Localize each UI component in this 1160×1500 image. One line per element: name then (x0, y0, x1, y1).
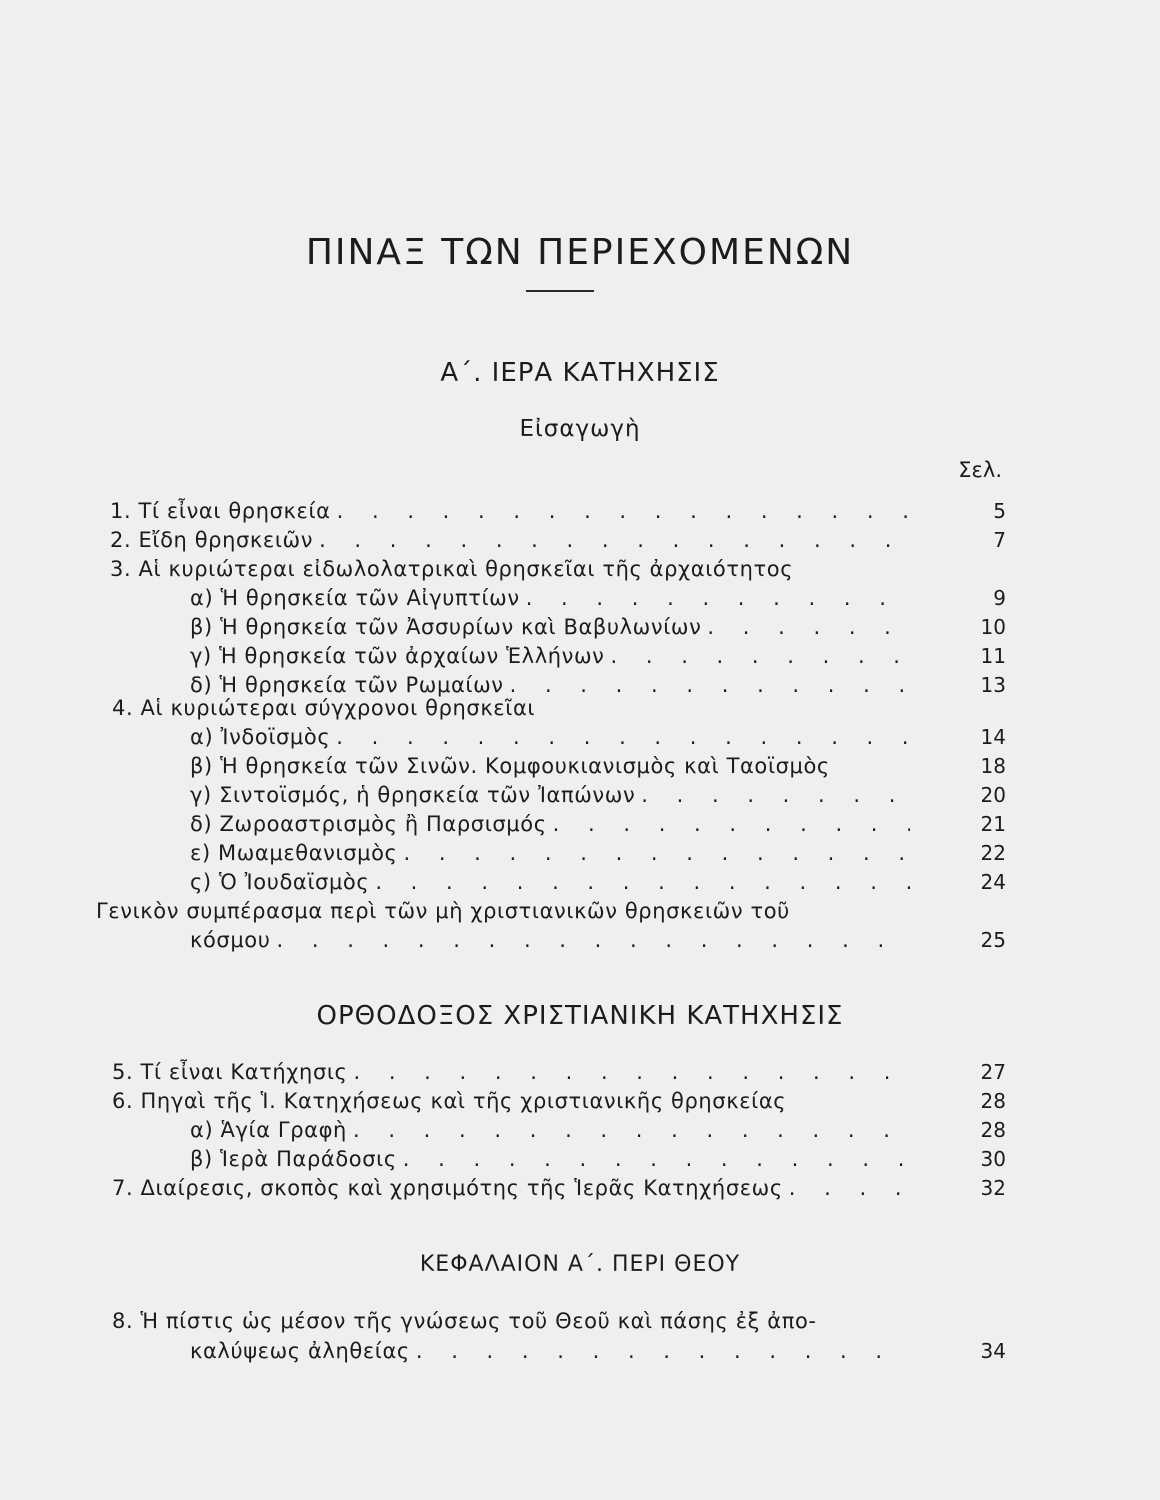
toc-page-number: 27 (980, 1060, 1006, 1084)
toc-subentry: β) Ἡ θρησκεία τῶν Σινῶν. Κομφουκιανισμὸς καὶ Ταοϊσμὸς (190, 754, 830, 778)
toc-page-number: 10 (980, 615, 1006, 639)
toc-entry: 3. Αἱ κυριώτεραι εἰδωλολατρικαὶ θρησκεῖαι τῆς ἀρχαιότητος (110, 557, 794, 581)
toc-entry-continuation: καλύψεως ἀληθείας . . . (190, 1336, 920, 1366)
toc-page-number: 5 (993, 499, 1006, 523)
toc-page-number: 14 (980, 725, 1006, 749)
toc-subentry: γ) Σιντοϊσμός, ἡ θρησκεία τῶν Ἰαπώνων . . . (190, 780, 920, 810)
toc-entry: 7. Διαίρεσις, σκοπὸς καὶ χρησιμότης τῆς Ἱερᾶς Κατηχήσεως . . . (112, 1173, 920, 1203)
orthodox-section-heading: ΟΡΘΟΔΟΞΟΣ ΧΡΙΣΤΙΑΝΙΚΗ ΚΑΤΗΧΗΣΙΣ (316, 1001, 844, 1031)
toc-entry-continuation: κόσμου . . . (190, 925, 920, 955)
toc-subentry: ς) Ὁ Ἰουδαϊσμὸς . . . (190, 867, 920, 897)
toc-entry: 8. Ἡ πίστις ὡς μέσον τῆς γνώσεως τοῦ Θεοῦ καὶ πάσης ἐξ ἀπο- (112, 1309, 817, 1333)
toc-subentry: α) Ἰνδοϊσμὸς . . . (190, 722, 920, 752)
toc-page-number: 11 (980, 644, 1006, 668)
introduction-subheading: Εἰσαγωγὴ (519, 416, 641, 442)
toc-page-number: 34 (980, 1339, 1006, 1363)
toc-page-number: 32 (980, 1176, 1006, 1200)
toc-page-number: 18 (980, 754, 1006, 778)
page-column-label: Σελ. (958, 458, 1002, 482)
toc-subentry: β) Ἡ θρησκεία τῶν Ἀσσυρίων καὶ Βαβυλωνίων . . . (190, 612, 920, 642)
toc-subentry: γ) Ἡ θρησκεία τῶν ἀρχαίων Ἑλλήνων . . . (190, 641, 920, 671)
toc-page-number: 24 (980, 870, 1006, 894)
toc-page-number: 9 (993, 586, 1006, 610)
toc-entry: 1. Τί εἶναι θρησκεία . . . (110, 496, 920, 526)
toc-subentry: δ) Ἡ θρησκεία τῶν Ρωμαίων . . . (190, 670, 920, 700)
toc-entry: 2. Εἴδη θρησκειῶν . . . (110, 525, 920, 555)
toc-subentry: ε) Μωαμεθανισμὸς . . . (190, 838, 920, 868)
toc-entry: 4. Αἱ κυριώτεραι σύγχρονοι θρησκεῖαι (112, 696, 536, 720)
toc-entry: Γενικὸν συμπέρασμα περὶ τῶν μὴ χριστιανικῶν θρησκειῶν τοῦ (96, 899, 790, 923)
part-a-heading: Α΄. ΙΕΡΑ ΚΑΤΗΧΗΣΙΣ (440, 358, 720, 388)
toc-page-number: 22 (980, 841, 1006, 865)
page-title: ΠΙΝΑΞ ΤΩΝ ΠΕΡΙΕΧΟΜΕΝΩΝ (305, 232, 855, 273)
chapter-a-heading: ΚΕΦΑΛΑΙΟΝ Α΄. ΠΕΡΙ ΘΕΟΥ (419, 1252, 741, 1277)
toc-subentry: δ) Ζωροαστρισμὸς ἢ Παρσισμός . . . (190, 809, 920, 839)
toc-page-number: 28 (980, 1118, 1006, 1142)
toc-page-number: 30 (980, 1147, 1006, 1171)
toc-entry: 6. Πηγαὶ τῆς Ἱ. Κατηχήσεως καὶ τῆς χριστιανικῆς θρησκείας (112, 1089, 787, 1113)
toc-page-number: 7 (993, 528, 1006, 552)
toc-entry: 5. Τί εἶναι Κατήχησις . . . (112, 1057, 920, 1087)
toc-subentry: α) Ἁγία Γραφὴ . . . (190, 1115, 920, 1145)
title-underline (526, 290, 594, 292)
toc-subentry: β) Ἱερὰ Παράδοσις . . . (190, 1144, 920, 1174)
toc-page-number: 28 (980, 1089, 1006, 1113)
toc-page-number: 21 (980, 812, 1006, 836)
toc-subentry: α) Ἡ θρησκεία τῶν Αἰγυπτίων . . . (190, 583, 920, 613)
toc-page-number: 25 (980, 928, 1006, 952)
toc-page-number: 13 (980, 673, 1006, 697)
toc-page-number: 20 (980, 783, 1006, 807)
